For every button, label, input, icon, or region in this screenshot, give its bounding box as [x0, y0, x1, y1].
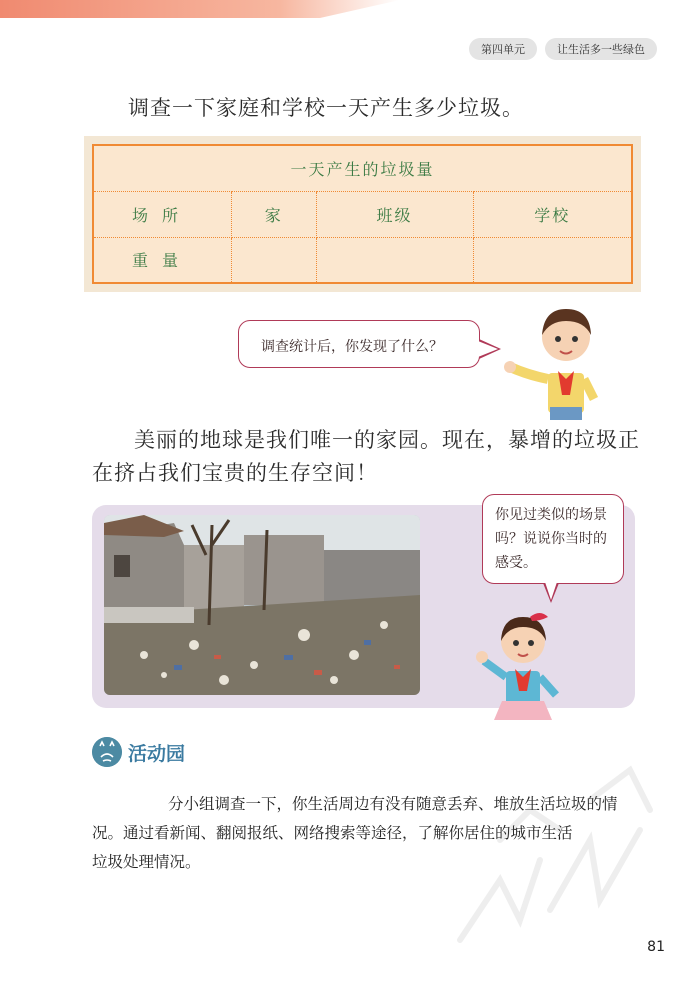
speech-bubble-girl	[482, 494, 624, 584]
activity-line1-text: 分小组调查一下，你生活周边有没有随意丢弃、堆放生活垃圾的情	[168, 795, 618, 813]
speech-bubble-boy	[238, 320, 480, 368]
unit-tab: 第四单元	[469, 38, 537, 60]
boy-illustration	[498, 295, 608, 420]
cell-school-weight	[473, 237, 632, 283]
col-school: 学校	[473, 191, 632, 237]
earth-paragraph-text: 美丽的地球是我们唯一的家园。现在，暴增的垃圾正在挤占我们宝贵的生存空间！	[92, 428, 640, 485]
publisher-watermark	[440, 740, 680, 980]
col-class: 班级	[316, 191, 473, 237]
speech-bubble-boy-text: 调查统计后，你发现了什么？	[261, 339, 443, 355]
speech-bubble-girl-text: 你见过类似的场景吗？说说你当时的感受。	[495, 507, 607, 571]
girl-illustration	[470, 605, 570, 720]
row-head-weight: 重量	[93, 237, 232, 283]
col-home: 家	[232, 191, 317, 237]
header-tabs	[469, 38, 657, 60]
row-head-place: 场所	[93, 191, 232, 237]
garbage-scene-photo	[104, 515, 420, 695]
lesson-tab: 让生活多一些绿色	[545, 38, 657, 60]
activity-title: 活动园	[128, 742, 186, 765]
cell-class-weight	[316, 237, 473, 283]
intro-text: 调查一下家庭和学校一天产生多少垃圾。	[128, 96, 524, 120]
earth-paragraph	[92, 424, 640, 490]
top-decor-stripe	[0, 0, 400, 18]
activity-text-line3: 垃圾处理情况。	[92, 853, 201, 871]
survey-table	[92, 144, 633, 284]
survey-table-title: 一天产生的垃圾量	[93, 145, 632, 191]
activity-heading	[92, 737, 185, 767]
activity-text-line2: 况。通过看新闻、翻阅报纸、网络搜索等途径，了解你居住的城市生活	[92, 824, 573, 842]
survey-table-panel	[84, 136, 641, 292]
activity-badge-icon	[92, 737, 122, 767]
cell-home-weight	[232, 237, 317, 283]
page-number: 81	[647, 939, 665, 955]
